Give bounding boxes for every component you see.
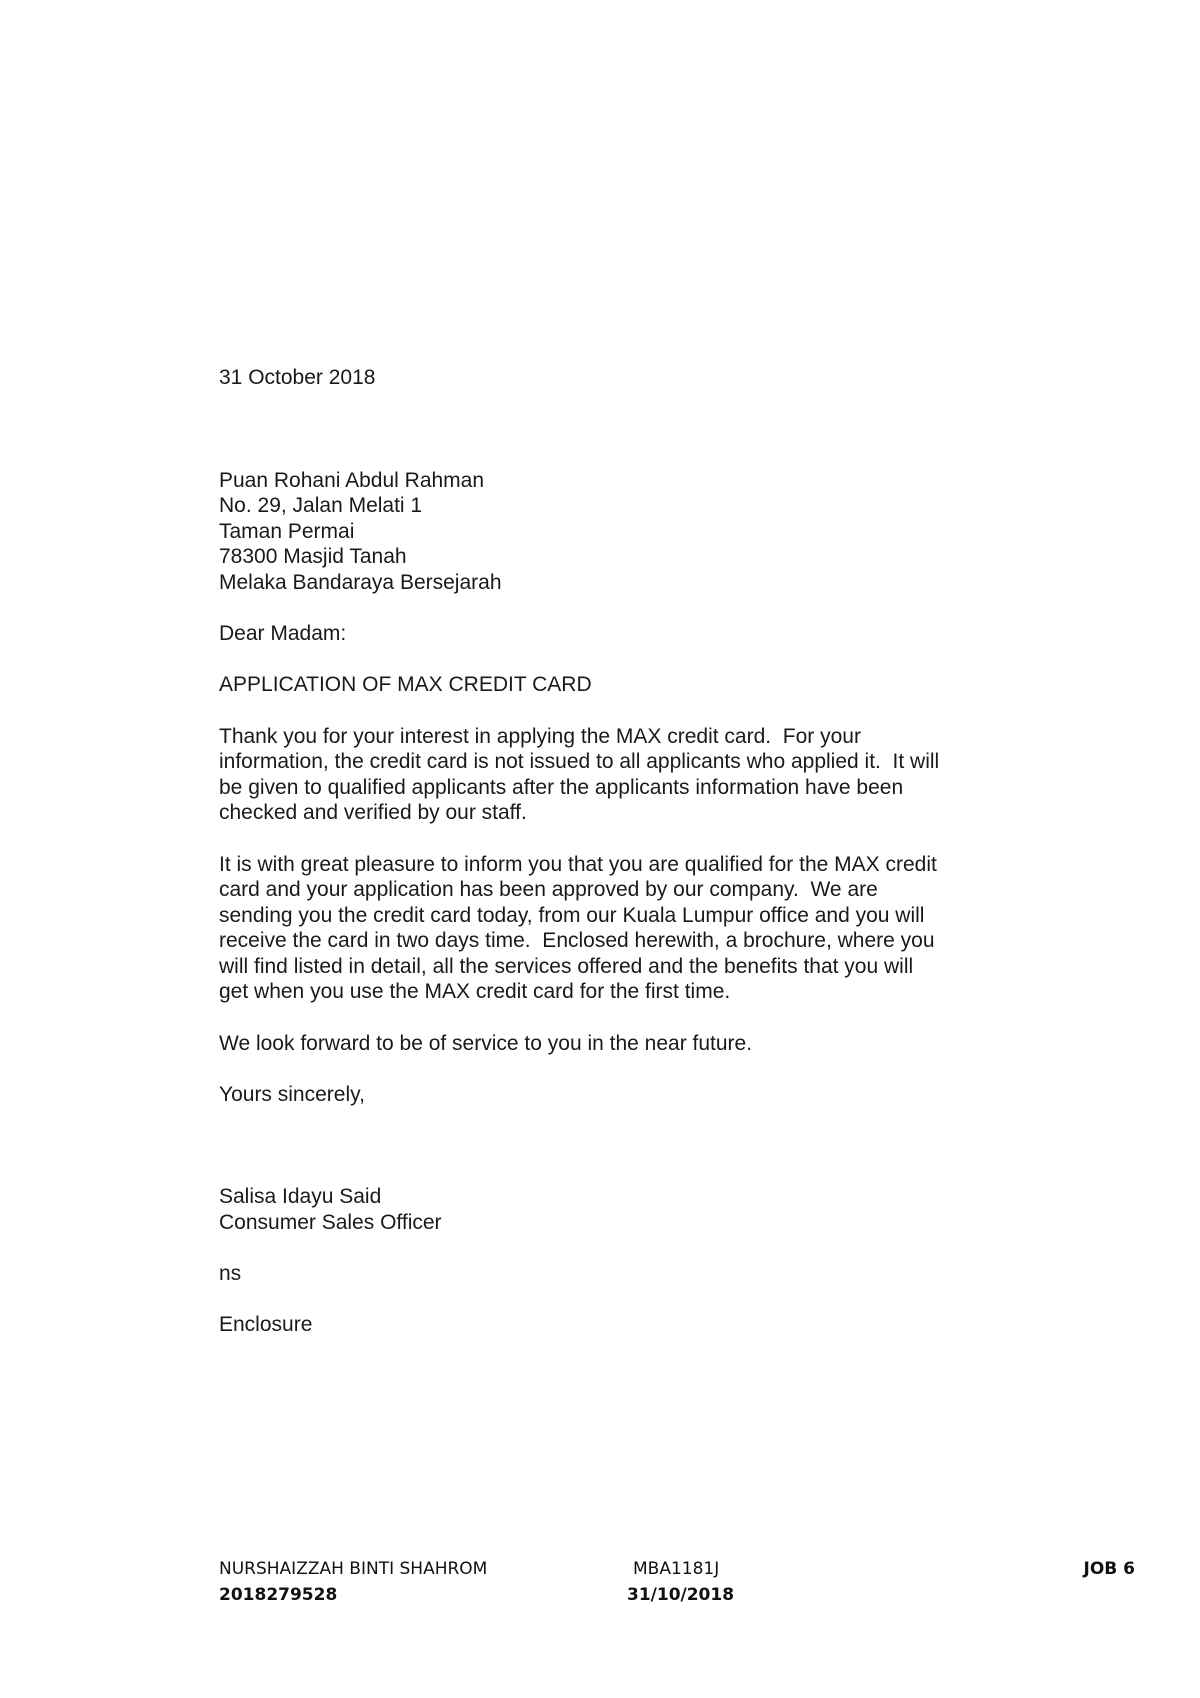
recipient-address-block [219,468,999,596]
address-line: Melaka Bandaraya Bersejarah [219,570,502,594]
address-line: 78300 Masjid Tanah [219,545,407,569]
footer-row-1 [219,1556,1135,1582]
complimentary-close: Yours sincerely, [219,1082,365,1106]
footer-row-2 [219,1582,1135,1608]
signatory-title: Consumer Sales Officer [219,1211,442,1235]
recipient-name: Puan Rohani Abdul Rahman [219,468,485,492]
address-line: Taman Permai [219,519,355,543]
address-line: No. 29, Jalan Melati 1 [219,494,423,518]
footer-student-name: NURSHAIZZAH BINTI SHAHROM [219,1559,488,1579]
page-footer [219,1556,1135,1608]
signatory-name: Salisa Idayu Said [219,1185,382,1209]
footer-course-code: MBA1181J [633,1559,720,1579]
body-paragraph: We look forward to be of service to you in the near future. [219,1031,753,1055]
subject-line: APPLICATION OF MAX CREDIT CARD [219,673,592,697]
enclosure-notation: Enclosure [219,1313,313,1337]
body-paragraph: Thank you for your interest in applying the MAX credit card. For your information, the credit card is not issued to all applicants who applied it. It will be given to qualified applicants after the applicants information have been checked and verified by our staff. [219,724,940,825]
reference-initials: ns [219,1262,242,1286]
footer-job-label: JOB 6 [1083,1559,1135,1579]
letter-body [219,365,999,1338]
body-paragraph: It is with great pleasure to inform you that you are qualified for the MAX credit card and your application has been approved by our company. We are sending you the credit card today, from our Kuala Lumpur office and you will receive the card in two days time. Enclosed herewith, a brochure, where you will find listed in detail, all the services offered and the benefits that you will get when you use the MAX credit card for the first time. [219,852,937,1004]
footer-student-id: 2018279528 [219,1585,338,1605]
salutation: Dear Madam: [219,622,347,646]
letter-date: 31 October 2018 [219,366,376,389]
footer-date: 31/10/2018 [627,1585,735,1605]
signature-block [219,1184,999,1235]
